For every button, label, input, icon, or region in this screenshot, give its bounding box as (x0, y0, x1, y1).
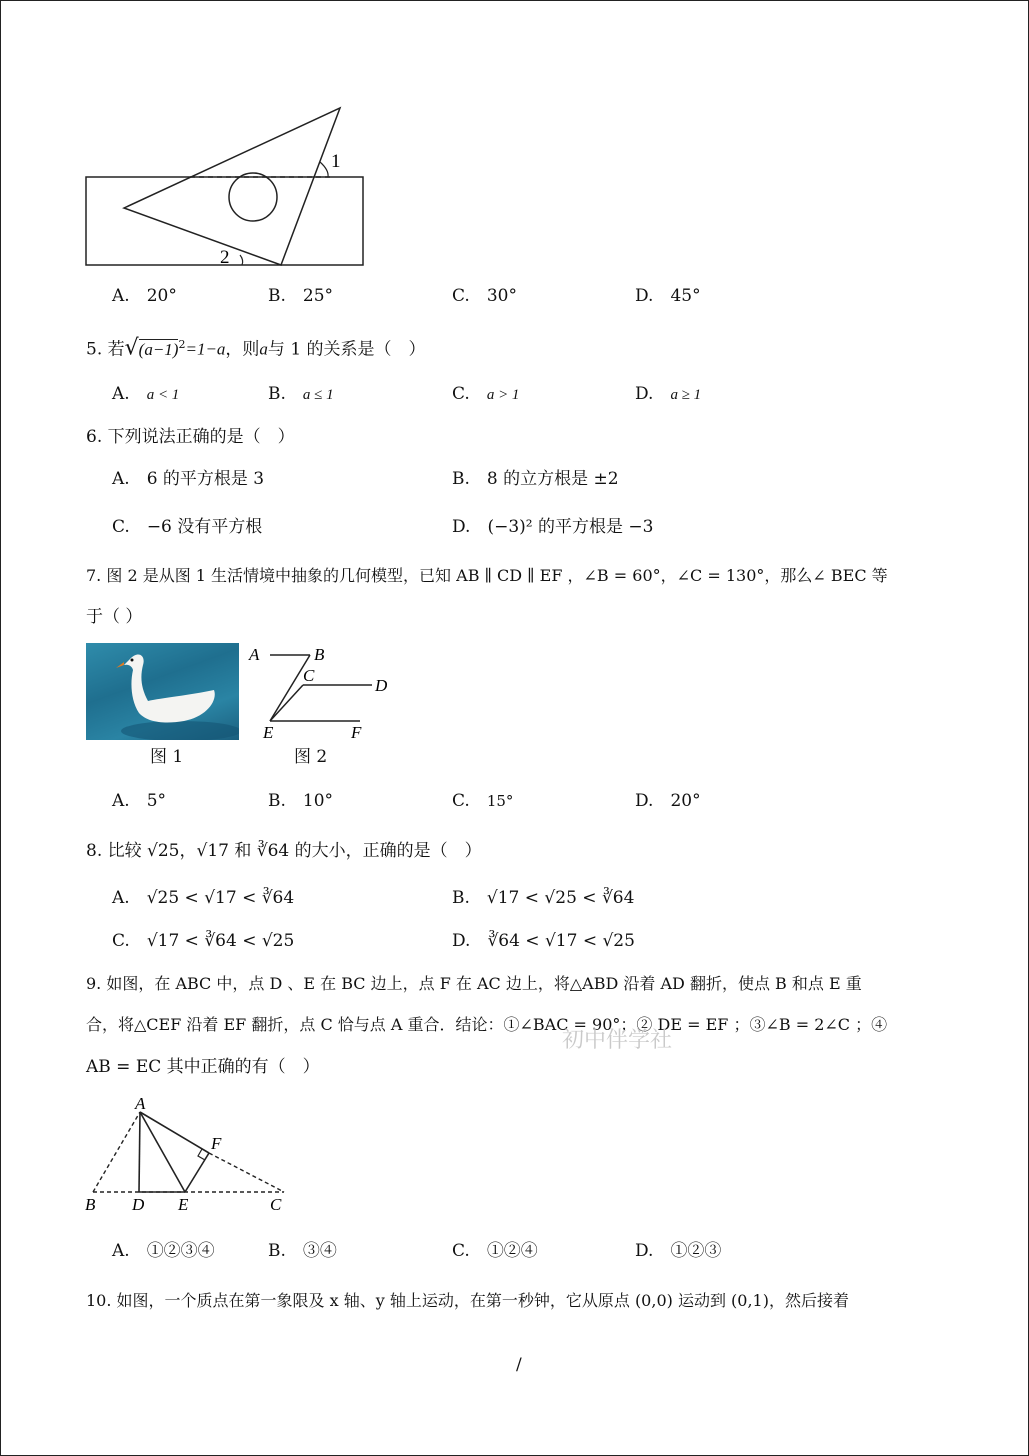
fig2-label-b: B (314, 645, 325, 664)
q5-option-b[interactable]: B. a ≤ 1 (268, 384, 334, 404)
fig9-label-e: E (178, 1195, 189, 1214)
sqrt-sign: √ (124, 335, 139, 361)
q7-option-d[interactable]: D. 20° (635, 791, 701, 811)
q9-stem-line2: 合，将△CEF 沿着 EF 翻折，点 C 恰与点 A 重合．结论：①∠BAC = 90°；② DE = EF ；③∠B = 2∠C ；④ (86, 1015, 888, 1034)
q9-figure (80, 1090, 300, 1220)
fig2-label-d: D (375, 676, 388, 695)
q6-option-c[interactable]: C. −6 没有平方根 (112, 517, 263, 537)
q5-stem: 5. 若$√(a-1)^2=1-a$，则a与 1 的关系是（ ） (86, 335, 426, 361)
q6-stem: 6. 下列说法正确的是（ ） (86, 427, 295, 447)
q5-option-c[interactable]: C. a > 1 (452, 384, 520, 404)
q4-option-c[interactable]: C. 30° (452, 286, 517, 306)
q8-stem: 8. 比较 √25，√17 和 ∛64 的大小，正确的是（ ） (86, 841, 482, 861)
angle-1-label: 1 (331, 151, 341, 172)
q9-option-c[interactable]: C. ①②④ (452, 1241, 538, 1261)
fig9-label-a: A (135, 1094, 146, 1113)
watermark: 初中伴学社 (562, 1028, 673, 1053)
fig2-label-a: A (249, 645, 260, 664)
angle-2-label: 2 (220, 247, 230, 268)
q6-option-a[interactable]: A. 6 的平方根是 3 (112, 469, 265, 489)
q7-figure2 (245, 640, 395, 745)
q9-stem-line3: AB = EC 其中正确的有（ ） (86, 1057, 320, 1077)
fig1-caption: 图 1 (150, 747, 184, 767)
q4-figure (80, 100, 380, 275)
q9-stem-line1: 9. 如图，在 ABC 中，点 D 、E 在 BC 边上，点 F 在 AC 边上，将△ABD 沿着 AD 翻折，使点 B 和点 E 重 (86, 974, 862, 993)
page-footer: / (516, 1355, 522, 1375)
q7-option-b[interactable]: B. 10° (268, 791, 334, 811)
fig9-label-f: F (211, 1134, 222, 1153)
q7-option-c[interactable]: C. 15° (452, 791, 514, 811)
q7-stem-line1: 7. 图 2 是从图 1 生活情境中抽象的几何模型，已知 AB ∥ CD ∥ EF ，∠B = 60°，∠C = 130°，那么∠ BEC 等 (86, 566, 888, 585)
fig9-label-d: D (132, 1195, 145, 1214)
fig9-label-b: B (85, 1195, 96, 1214)
q8-option-b[interactable]: B. √17 < √25 < ∛64 (452, 888, 635, 908)
q8-option-c[interactable]: C. √17 < ∛64 < √25 (112, 931, 295, 951)
swan-photo (86, 643, 239, 740)
fig2-label-c: C (303, 666, 315, 685)
fig9-label-c: C (270, 1195, 282, 1214)
fig2-label-f: F (351, 723, 362, 742)
q9-option-d[interactable]: D. ①②③ (635, 1241, 722, 1261)
q7-option-a[interactable]: A. 5° (112, 791, 167, 811)
q9-option-a[interactable]: A. ①②③④ (112, 1241, 215, 1261)
q4-option-a[interactable]: A. 20° (112, 286, 177, 306)
q9-option-b[interactable]: B. ③④ (268, 1241, 337, 1261)
q7-stem-line2: 于（ ） (86, 607, 143, 627)
q6-option-d[interactable]: D. (−3)² 的平方根是 −3 (452, 517, 654, 537)
q4-option-b[interactable]: B. 25° (268, 286, 334, 306)
q8-option-a[interactable]: A. √25 < √17 < ∛64 (112, 888, 295, 908)
q6-option-b[interactable]: B. 8 的立方根是 ±2 (452, 469, 619, 489)
q5-option-d[interactable]: D. a ≥ 1 (635, 384, 702, 404)
q4-option-d[interactable]: D. 45° (635, 286, 701, 306)
q10-stem-line1: 10. 如图，一个质点在第一象限及 x 轴、y 轴上运动，在第一秒钟，它从原点 (0,0) 运动到 (0,1)，然后接着 (86, 1291, 849, 1310)
q5-option-a[interactable]: A. a < 1 (112, 384, 180, 404)
fig2-caption: 图 2 (294, 747, 328, 767)
q8-option-d[interactable]: D. ∛64 < √17 < √25 (452, 931, 635, 951)
fig2-label-e: E (263, 723, 274, 742)
